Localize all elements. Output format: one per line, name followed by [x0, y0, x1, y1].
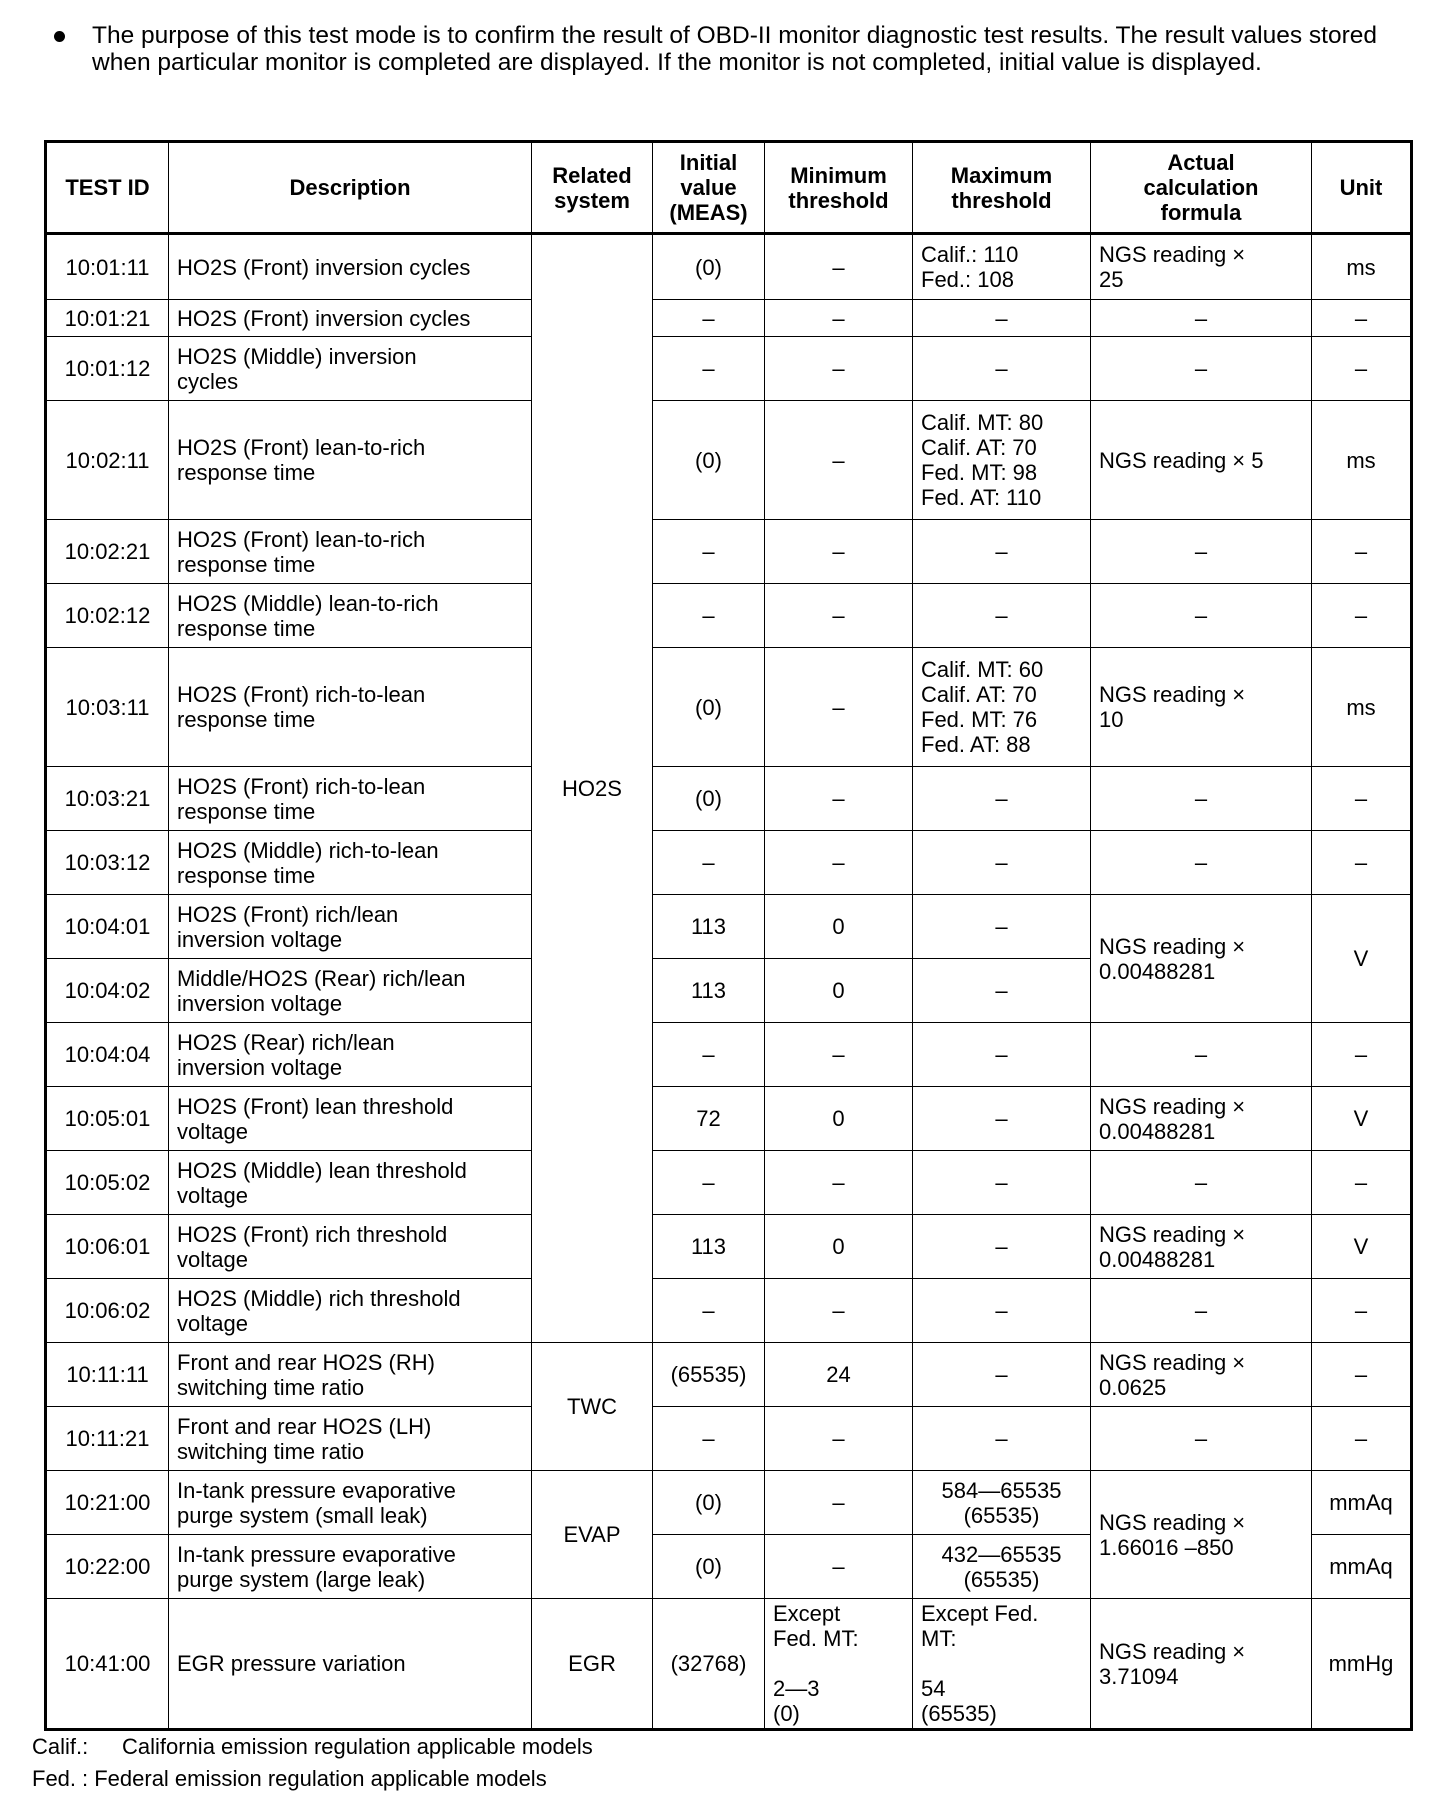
test-id-cell: 10:01:11	[46, 234, 169, 300]
initial-value-cell: (0)	[653, 648, 765, 767]
test-id-cell: 10:03:21	[46, 767, 169, 831]
header-related-system: Related system	[532, 142, 653, 234]
initial-value-cell: –	[653, 1151, 765, 1215]
table-row	[46, 1599, 1412, 1730]
initial-value-cell: –	[653, 1279, 765, 1343]
related-system-cell: TWC	[532, 1343, 653, 1471]
formula-cell: NGS reading × 1.66016 –850	[1091, 1471, 1312, 1599]
minimum-threshold-cell: –	[765, 831, 913, 895]
description-cell: HO2S (Middle) lean threshold voltage	[169, 1151, 532, 1215]
footnote-key: Fed.	[32, 1766, 77, 1791]
formula-cell: –	[1091, 1407, 1312, 1471]
test-id-cell: 10:41:00	[46, 1599, 169, 1730]
maximum-threshold-cell: 432—65535 (65535)	[913, 1535, 1091, 1599]
unit-cell: –	[1312, 1151, 1412, 1215]
minimum-threshold-cell: 0	[765, 1215, 913, 1279]
table-row	[46, 1215, 1412, 1279]
test-results-table	[44, 140, 1413, 1731]
description-cell: In-tank pressure evaporative purge system (small leak)	[169, 1471, 532, 1535]
minimum-threshold-cell: 0	[765, 959, 913, 1023]
maximum-threshold-cell: –	[913, 1407, 1091, 1471]
formula-cell: –	[1091, 767, 1312, 831]
test-id-cell: 10:22:00	[46, 1535, 169, 1599]
description-cell: HO2S (Front) rich-to-lean response time	[169, 648, 532, 767]
table-row	[46, 1087, 1412, 1151]
description-cell: Middle/HO2S (Rear) rich/lean inversion voltage	[169, 959, 532, 1023]
initial-value-cell: (65535)	[653, 1343, 765, 1407]
description-cell: HO2S (Front) lean-to-rich response time	[169, 520, 532, 584]
footnote-text: California emission regulation applicable models	[122, 1734, 593, 1759]
maximum-threshold-cell: Calif. MT: 80 Calif. AT: 70 Fed. MT: 98 Fed. AT: 110	[913, 401, 1091, 520]
minimum-threshold-cell: –	[765, 1279, 913, 1343]
related-system-cell: EGR	[532, 1599, 653, 1730]
table-row	[46, 831, 1412, 895]
unit-cell: –	[1312, 337, 1412, 401]
header-formula: Actual calculation formula	[1091, 142, 1312, 234]
initial-value-cell: (32768)	[653, 1599, 765, 1730]
description-cell: Front and rear HO2S (RH) switching time ratio	[169, 1343, 532, 1407]
bullet-icon	[54, 31, 65, 42]
initial-value-cell: (0)	[653, 1471, 765, 1535]
maximum-threshold-cell: Calif. MT: 60 Calif. AT: 70 Fed. MT: 76 Fed. AT: 88	[913, 648, 1091, 767]
minimum-threshold-cell: –	[765, 1471, 913, 1535]
initial-value-cell: –	[653, 1407, 765, 1471]
description-cell: HO2S (Middle) rich-to-lean response time	[169, 831, 532, 895]
formula-cell: –	[1091, 584, 1312, 648]
table-row	[46, 234, 1412, 300]
initial-value-cell: (0)	[653, 767, 765, 831]
intro-text: The purpose of this test mode is to confirm the result of OBD-II monitor diagnostic test results. The result values stored when particular monitor is completed are displayed. If the monitor is not completed, initial value is displayed.	[92, 22, 1378, 76]
maximum-threshold-cell: –	[913, 520, 1091, 584]
description-cell: HO2S (Front) lean-to-rich response time	[169, 401, 532, 520]
initial-value-cell: 113	[653, 895, 765, 959]
initial-value-cell: (0)	[653, 234, 765, 300]
minimum-threshold-cell: 0	[765, 895, 913, 959]
unit-cell: V	[1312, 1215, 1412, 1279]
unit-cell: ms	[1312, 648, 1412, 767]
unit-cell: mmAq	[1312, 1535, 1412, 1599]
table-row	[46, 1407, 1412, 1471]
initial-value-cell: –	[653, 831, 765, 895]
header-initial-value: Initial value (MEAS)	[653, 142, 765, 234]
test-id-cell: 10:04:04	[46, 1023, 169, 1087]
formula-cell: –	[1091, 1151, 1312, 1215]
table-row	[46, 337, 1412, 401]
table-row	[46, 520, 1412, 584]
maximum-threshold-cell: –	[913, 1087, 1091, 1151]
maximum-threshold-cell: –	[913, 1151, 1091, 1215]
maximum-threshold-cell: –	[913, 1343, 1091, 1407]
description-cell: HO2S (Rear) rich/lean inversion voltage	[169, 1023, 532, 1087]
initial-value-cell: 113	[653, 1215, 765, 1279]
maximum-threshold-cell: –	[913, 831, 1091, 895]
test-id-cell: 10:01:21	[46, 300, 169, 337]
maximum-threshold-cell: –	[913, 1215, 1091, 1279]
test-id-cell: 10:02:12	[46, 584, 169, 648]
test-id-cell: 10:04:01	[46, 895, 169, 959]
unit-cell: –	[1312, 520, 1412, 584]
intro-paragraph	[62, 22, 1432, 76]
test-id-cell: 10:05:01	[46, 1087, 169, 1151]
minimum-threshold-cell: –	[765, 1407, 913, 1471]
test-id-cell: 10:03:11	[46, 648, 169, 767]
footnote-text: : Federal emission regulation applicable models	[82, 1766, 547, 1791]
table-row	[46, 1471, 1412, 1535]
formula-cell: NGS reading × 3.71094	[1091, 1599, 1312, 1730]
header-minimum-threshold: Minimum threshold	[765, 142, 913, 234]
minimum-threshold-cell: –	[765, 584, 913, 648]
maximum-threshold-cell: Calif.: 110 Fed.: 108	[913, 234, 1091, 300]
unit-cell: ms	[1312, 401, 1412, 520]
formula-cell: –	[1091, 1279, 1312, 1343]
formula-cell: NGS reading × 0.0625	[1091, 1343, 1312, 1407]
initial-value-cell: (0)	[653, 401, 765, 520]
related-system-cell: HO2S	[532, 234, 653, 1343]
initial-value-cell: –	[653, 584, 765, 648]
test-id-cell: 10:21:00	[46, 1471, 169, 1535]
formula-cell: –	[1091, 1023, 1312, 1087]
description-cell: HO2S (Front) inversion cycles	[169, 300, 532, 337]
minimum-threshold-cell: –	[765, 234, 913, 300]
initial-value-cell: (0)	[653, 1535, 765, 1599]
formula-cell: NGS reading × 0.00488281	[1091, 1087, 1312, 1151]
test-id-cell: 10:11:21	[46, 1407, 169, 1471]
minimum-threshold-cell: –	[765, 648, 913, 767]
footnote-calif	[32, 1734, 593, 1760]
description-cell: HO2S (Front) rich/lean inversion voltage	[169, 895, 532, 959]
maximum-threshold-cell: –	[913, 959, 1091, 1023]
maximum-threshold-cell: –	[913, 767, 1091, 831]
header-test-id: TEST ID	[46, 142, 169, 234]
minimum-threshold-cell: –	[765, 767, 913, 831]
formula-cell: NGS reading × 10	[1091, 648, 1312, 767]
maximum-threshold-cell: 584—65535 (65535)	[913, 1471, 1091, 1535]
minimum-threshold-cell: –	[765, 337, 913, 401]
initial-value-cell: –	[653, 300, 765, 337]
header-maximum-threshold: Maximum threshold	[913, 142, 1091, 234]
unit-cell: –	[1312, 584, 1412, 648]
formula-cell: –	[1091, 337, 1312, 401]
initial-value-cell: –	[653, 337, 765, 401]
header-description: Description	[169, 142, 532, 234]
description-cell: HO2S (Front) lean threshold voltage	[169, 1087, 532, 1151]
table-row	[46, 584, 1412, 648]
formula-cell: NGS reading × 25	[1091, 234, 1312, 300]
minimum-threshold-cell: –	[765, 1151, 913, 1215]
test-id-cell: 10:03:12	[46, 831, 169, 895]
maximum-threshold-cell: –	[913, 895, 1091, 959]
unit-cell: mmHg	[1312, 1599, 1412, 1730]
minimum-threshold-cell: –	[765, 300, 913, 337]
maximum-threshold-cell: –	[913, 1023, 1091, 1087]
unit-cell: –	[1312, 300, 1412, 337]
unit-cell: –	[1312, 1343, 1412, 1407]
description-cell: Front and rear HO2S (LH) switching time ratio	[169, 1407, 532, 1471]
maximum-threshold-cell: –	[913, 1279, 1091, 1343]
header-unit: Unit	[1312, 142, 1412, 234]
unit-cell: V	[1312, 1087, 1412, 1151]
maximum-threshold-cell: –	[913, 300, 1091, 337]
unit-cell: ms	[1312, 234, 1412, 300]
formula-cell: –	[1091, 831, 1312, 895]
description-cell: HO2S (Middle) inversion cycles	[169, 337, 532, 401]
initial-value-cell: 72	[653, 1087, 765, 1151]
description-cell: HO2S (Front) rich threshold voltage	[169, 1215, 532, 1279]
description-cell: In-tank pressure evaporative purge system (large leak)	[169, 1535, 532, 1599]
minimum-threshold-cell: 24	[765, 1343, 913, 1407]
minimum-threshold-cell: –	[765, 401, 913, 520]
maximum-threshold-cell: Except Fed. MT: 54 (65535)	[913, 1599, 1091, 1730]
unit-cell: –	[1312, 1407, 1412, 1471]
minimum-threshold-cell: –	[765, 1535, 913, 1599]
test-id-cell: 10:01:12	[46, 337, 169, 401]
test-id-cell: 10:02:11	[46, 401, 169, 520]
initial-value-cell: 113	[653, 959, 765, 1023]
table-row	[46, 767, 1412, 831]
test-id-cell: 10:05:02	[46, 1151, 169, 1215]
table-row	[46, 895, 1412, 959]
description-cell: HO2S (Middle) lean-to-rich response time	[169, 584, 532, 648]
formula-cell: NGS reading × 5	[1091, 401, 1312, 520]
related-system-cell: EVAP	[532, 1471, 653, 1599]
formula-cell: –	[1091, 300, 1312, 337]
initial-value-cell: –	[653, 520, 765, 584]
unit-cell: mmAq	[1312, 1471, 1412, 1535]
formula-cell: –	[1091, 520, 1312, 584]
table-row	[46, 401, 1412, 520]
formula-cell: NGS reading × 0.00488281	[1091, 895, 1312, 1023]
minimum-threshold-cell: –	[765, 520, 913, 584]
unit-cell: –	[1312, 1279, 1412, 1343]
description-cell: HO2S (Front) inversion cycles	[169, 234, 532, 300]
unit-cell: –	[1312, 1023, 1412, 1087]
footnote-key: Calif.:	[32, 1734, 89, 1759]
initial-value-cell: –	[653, 1023, 765, 1087]
description-cell: HO2S (Middle) rich threshold voltage	[169, 1279, 532, 1343]
maximum-threshold-cell: –	[913, 584, 1091, 648]
table-row	[46, 300, 1412, 337]
description-cell: HO2S (Front) rich-to-lean response time	[169, 767, 532, 831]
unit-cell: V	[1312, 895, 1412, 1023]
test-id-cell: 10:11:11	[46, 1343, 169, 1407]
table-row	[46, 648, 1412, 767]
minimum-threshold-cell: Except Fed. MT: 2—3 (0)	[765, 1599, 913, 1730]
test-id-cell: 10:06:02	[46, 1279, 169, 1343]
unit-cell: –	[1312, 831, 1412, 895]
test-id-cell: 10:06:01	[46, 1215, 169, 1279]
formula-cell: NGS reading × 0.00488281	[1091, 1215, 1312, 1279]
description-cell: EGR pressure variation	[169, 1599, 532, 1730]
table-row	[46, 1151, 1412, 1215]
unit-cell: –	[1312, 767, 1412, 831]
maximum-threshold-cell: –	[913, 337, 1091, 401]
minimum-threshold-cell: –	[765, 1023, 913, 1087]
minimum-threshold-cell: 0	[765, 1087, 913, 1151]
footnote-fed	[32, 1766, 547, 1792]
table-row	[46, 1023, 1412, 1087]
test-id-cell: 10:04:02	[46, 959, 169, 1023]
test-id-cell: 10:02:21	[46, 520, 169, 584]
header-row	[46, 142, 1412, 234]
table-row	[46, 1343, 1412, 1407]
table-row	[46, 1279, 1412, 1343]
